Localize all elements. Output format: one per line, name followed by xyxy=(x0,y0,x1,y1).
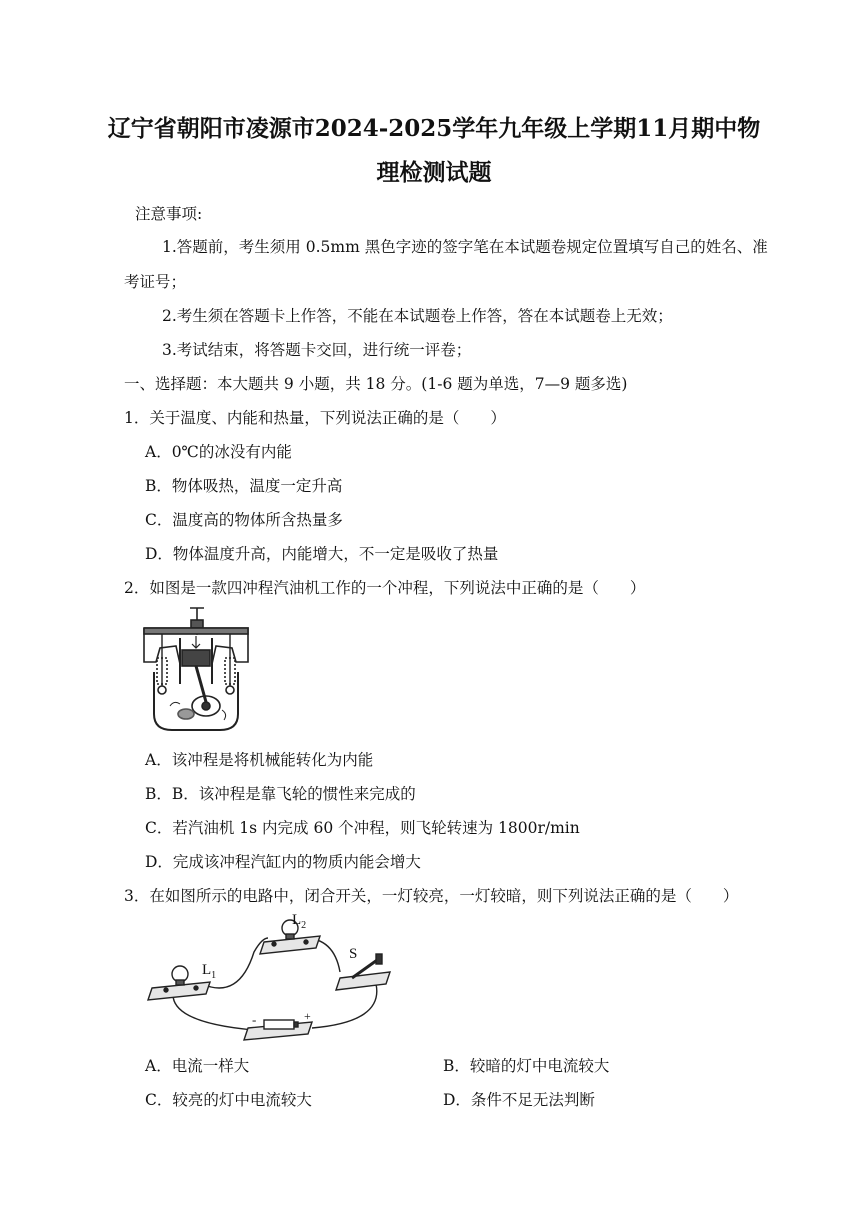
notice-item-1-cont: 考证号； xyxy=(124,273,187,291)
question-2-option-d: D．完成该冲程汽缸内的物质内能会增大 xyxy=(145,853,421,871)
section-heading: 一、选择题：本大题共 9 小题，共 18 分。(1-6 题为单选，7—9 题多选) xyxy=(124,375,628,393)
exam-title-line-1: 辽宁省朝阳市凌源市2024-2025学年九年级上学期11月期中物 xyxy=(107,115,761,142)
notice-item-3: 3.考试结束，将答题卡交回，进行统一评卷； xyxy=(162,341,472,359)
question-2-stem: 2．如图是一款四冲程汽油机工作的一个冲程，下列说法中正确的是（ ） xyxy=(124,579,646,597)
notice-heading: 注意事项: xyxy=(135,205,203,223)
question-3-option-d: D．条件不足无法判断 xyxy=(443,1091,595,1109)
question-1-option-c: C．温度高的物体所含热量多 xyxy=(145,511,343,529)
question-2-option-b: B．B．该冲程是靠飞轮的惯性来完成的 xyxy=(145,785,416,803)
switch-label: S xyxy=(349,946,358,962)
question-3-option-c: C．较亮的灯中电流较大 xyxy=(145,1091,312,1109)
question-3-option-a: A．电流一样大 xyxy=(145,1057,250,1075)
lamp-l1-label: $L_1$ xyxy=(202,962,217,981)
question-1-option-b: B．物体吸热，温度一定升高 xyxy=(145,477,343,495)
question-3-option-b: B．较暗的灯中电流较大 xyxy=(443,1057,610,1075)
question-2-option-a: A．该冲程是将机械能转化为内能 xyxy=(145,751,374,769)
circuit-diagram xyxy=(144,912,396,1044)
question-1-option-d: D．物体温度升高，内能增大，不一定是吸收了热量 xyxy=(145,545,499,563)
engine-diagram xyxy=(140,606,252,734)
question-3-stem: 3．在如图所示的电路中，闭合开关，一灯较亮，一灯较暗，则下列说法正确的是（ ） xyxy=(124,887,739,905)
battery-minus-label: - xyxy=(252,1012,257,1027)
battery-cell xyxy=(264,1020,294,1029)
switch-base xyxy=(336,972,390,990)
question-2-option-c: C．若汽油机 1s 内完成 60 个冲程，则飞轮转速为 1800r/min xyxy=(145,819,580,837)
exam-title-line-2: 理检测试题 xyxy=(376,159,492,186)
battery-plus-label: + xyxy=(304,1009,311,1023)
notice-item-2: 2.考生须在答题卡上作答，不能在本试题卷上作答，答在本试题卷上无效； xyxy=(162,307,673,325)
piston xyxy=(182,650,210,666)
lamp-l2-label: $L_2$ xyxy=(292,912,307,931)
question-1-stem: 1．关于温度、内能和热量，下列说法正确的是（ ） xyxy=(124,409,506,427)
question-1-option-a: A．0℃的冰没有内能 xyxy=(145,443,292,461)
notice-item-1: 1.答题前，考生须用 0.5mm 黑色字迹的签字笔在本试题卷规定位置填写自己的姓名、准 xyxy=(162,238,768,256)
